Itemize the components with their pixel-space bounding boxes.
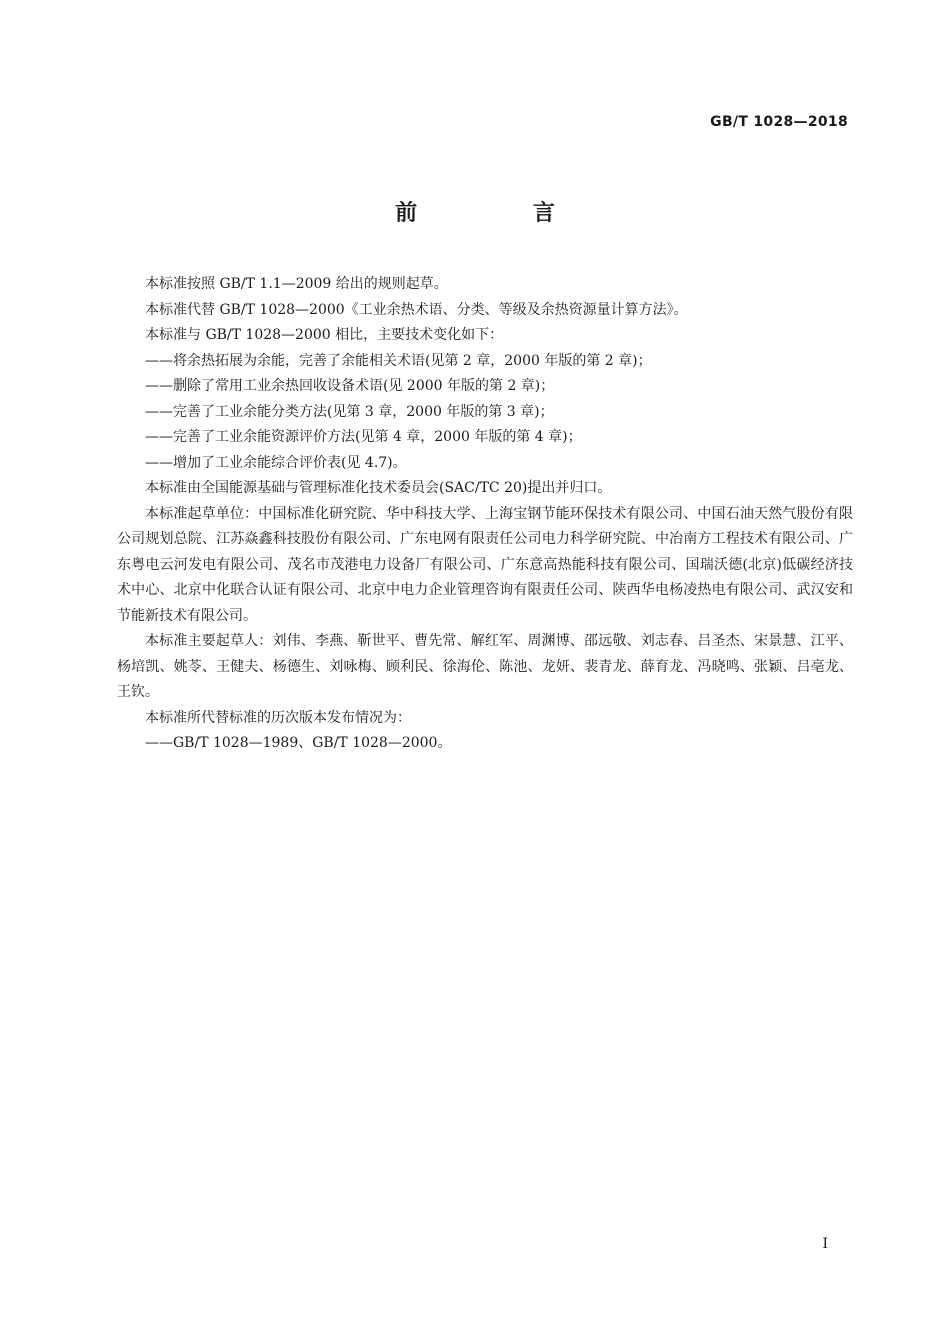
paragraph-drafting-rules: 本标准按照 GB/T 1.1—2009 给出的规则起草。	[145, 276, 448, 292]
page-title: 前 言	[395, 201, 609, 226]
document-body	[117, 272, 853, 757]
history-item: ——GB/T 1028—1989、GB/T 1028—2000。	[145, 735, 452, 751]
change-item: ——将余热拓展为余能，完善了余能相关术语(见第 2 章，2000 年版的第 2 章)；	[145, 352, 652, 369]
paragraph-drafters: 本标准主要起草人：刘伟、李燕、靳世平、曹先常、解红军、周渊博、邵远敬、刘志春、吕圣杰、宋景慧、江平、杨培凯、姚苓、王健夫、杨德生、刘咏梅、顾利民、徐海伦、陈池、龙妍、裴青龙、薛育龙、冯晓鸣、张颖、吕亳龙、王钦。	[117, 633, 853, 700]
paragraph-drafting-units: 本标准起草单位：中国标准化研究院、华中科技大学、上海宝钢节能环保技术有限公司、中国石油天然气股份有限公司规划总院、江苏焱鑫科技股份有限公司、广东电网有限责任公司电力科学研究院、中冶南方工程技术有限公司、广东粤电云河发电有限公司、茂名市茂港电力设备厂有限公司、广东意高热能科技有限公司、国瑞沃德(北京)低碳经济技术中心、北京中化联合认证有限公司、北京中电力企业管理咨询有限责任公司、陕西华电杨凌热电有限公司、武汉安和节能新技术有限公司。	[117, 505, 853, 624]
paragraph-proposer: 本标准由全国能源基础与管理标准化技术委员会(SAC/TC 20)提出并归口。	[145, 480, 612, 496]
document-code: GB/T 1028—2018	[710, 114, 848, 130]
change-item: ——完善了工业余能分类方法(见第 3 章，2000 年版的第 3 章)；	[145, 403, 554, 420]
page-number: I	[822, 1236, 828, 1252]
change-item: ——完善了工业余能资源评价方法(见第 4 章，2000 年版的第 4 章)；	[145, 429, 582, 445]
paragraph-changes-intro: 本标准与 GB/T 1028—2000 相比，主要技术变化如下：	[145, 327, 504, 343]
paragraph-replaces: 本标准代替 GB/T 1028—2000《工业余热术语、分类、等级及余热资源量计算方法》。	[145, 301, 688, 318]
paragraph-history-intro: 本标准所代替标准的历次版本发布情况为：	[145, 709, 411, 726]
change-item: ——删除了常用工业余热回收设备术语(见 2000 年版的第 2 章)；	[145, 378, 555, 394]
change-item: ——增加了工业余能综合评价表(见 4.7)。	[145, 454, 407, 471]
